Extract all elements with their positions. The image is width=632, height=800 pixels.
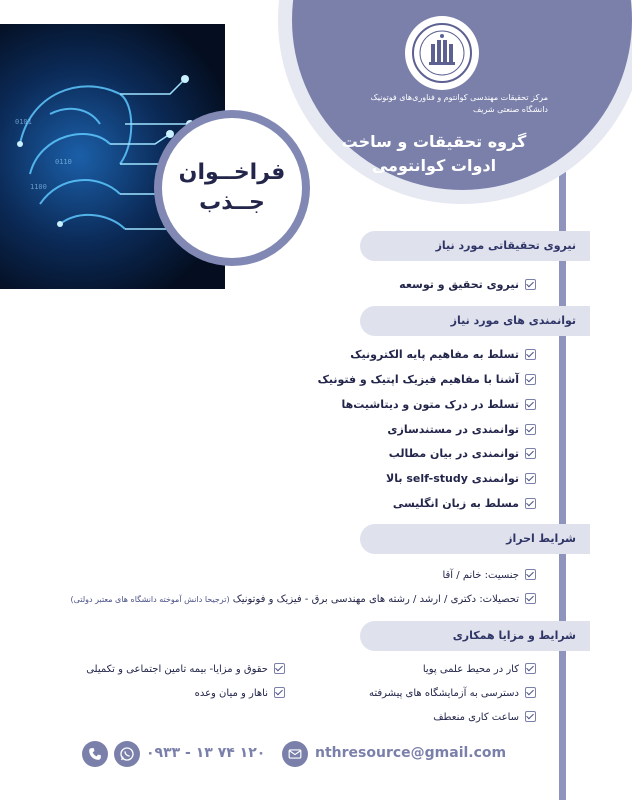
whatsapp-icon[interactable]: [114, 741, 140, 767]
checkbox-icon: [525, 663, 536, 674]
requirement-education: تحصیلات: دکتری / ارشد / رشته های مهندسی برق - فیزیک و فوتونیک (ترجیحا دانش آموخته دانشگاه های معتبر دولتی): [71, 592, 536, 608]
svg-text:1100: 1100: [30, 183, 47, 191]
checkbox-icon: [525, 593, 536, 604]
checkbox-icon: [525, 473, 536, 484]
svg-text:0101: 0101: [15, 118, 32, 126]
skill-item: تسلط به مفاهیم پایه الکترونیک: [350, 347, 536, 363]
checkbox-icon: [525, 448, 536, 459]
checkbox-icon: [525, 569, 536, 580]
skill-item: توانمندی self-study بالا: [386, 471, 536, 487]
benefit-item: ساعت کاری منعطف: [433, 710, 536, 726]
requirement-gender: جنسیت: خانم / آقا: [442, 568, 536, 584]
group-title-line1: گروه تحقیقات و ساخت: [341, 132, 527, 151]
section-skills-title: توانمندی های مورد نیاز: [360, 306, 590, 336]
sharif-logo-icon: [411, 22, 473, 84]
section-requirements-title: شرایط احراز: [360, 524, 590, 554]
benefit-item: دسترسی به آزمایشگاه های پیشرفته: [369, 686, 536, 702]
checkbox-icon: [525, 399, 536, 410]
skill-item: توانمندی در مستندسازی: [387, 422, 536, 438]
call-title: فراخــوان: [178, 160, 286, 185]
call-subtitle: جــذب: [199, 190, 265, 215]
checkbox-icon: [525, 279, 536, 290]
education-note: (ترجیحا دانش آموخته دانشگاه های معتبر دولتی): [70, 595, 230, 604]
needed-item: نیروی تحقیق و توسعه: [399, 277, 536, 293]
email-address[interactable]: nthresource@gmail.com: [315, 745, 507, 761]
benefit-item: حقوق و مزایا- بیمه تامین اجتماعی و تکمیلی: [45, 662, 285, 678]
checkbox-icon: [525, 498, 536, 509]
email-icon[interactable]: [282, 741, 308, 767]
group-title: [318, 130, 550, 178]
checkbox-icon: [274, 687, 285, 698]
checkbox-icon: [525, 374, 536, 385]
svg-text:0110: 0110: [55, 158, 72, 166]
section-benefits-title: شرایط و مزایا همکاری: [360, 621, 590, 651]
center-name-line2: دانشگاه صنعتی شریف: [472, 105, 548, 114]
checkbox-icon: [525, 424, 536, 435]
phone-icon[interactable]: [82, 741, 108, 767]
checkbox-icon: [274, 663, 285, 674]
call-badge: [162, 118, 302, 258]
center-name-line1: مرکز تحقیقات مهندسی کوانتوم و فناوری‌های فوتونیک: [370, 93, 548, 102]
skill-item: تسلط در درک متون و دیتاشیت‌ها: [342, 397, 537, 413]
benefit-item: ناهار و میان وعده: [45, 686, 285, 702]
skill-item: مسلط به زبان انگلیسی: [393, 496, 536, 512]
group-title-line2: ادوات کوانتومی: [371, 156, 497, 175]
phone-number[interactable]: ۰۹۳۳ - ۱۳ ۷۴ ۱۲۰: [146, 745, 266, 761]
university-logo: [405, 16, 479, 90]
skill-item: توانمندی در بیان مطالب: [389, 446, 536, 462]
skill-item: آشنا با مفاهیم فیزیک اپتیک و فتونیک: [318, 372, 536, 388]
center-name: [330, 92, 548, 116]
checkbox-icon: [525, 687, 536, 698]
checkbox-icon: [525, 711, 536, 722]
benefit-item: کار در محیط علمی پویا: [423, 662, 536, 678]
checkbox-icon: [525, 349, 536, 360]
section-needed-title: نیروی تحقیقاتی مورد نیاز: [360, 231, 590, 261]
